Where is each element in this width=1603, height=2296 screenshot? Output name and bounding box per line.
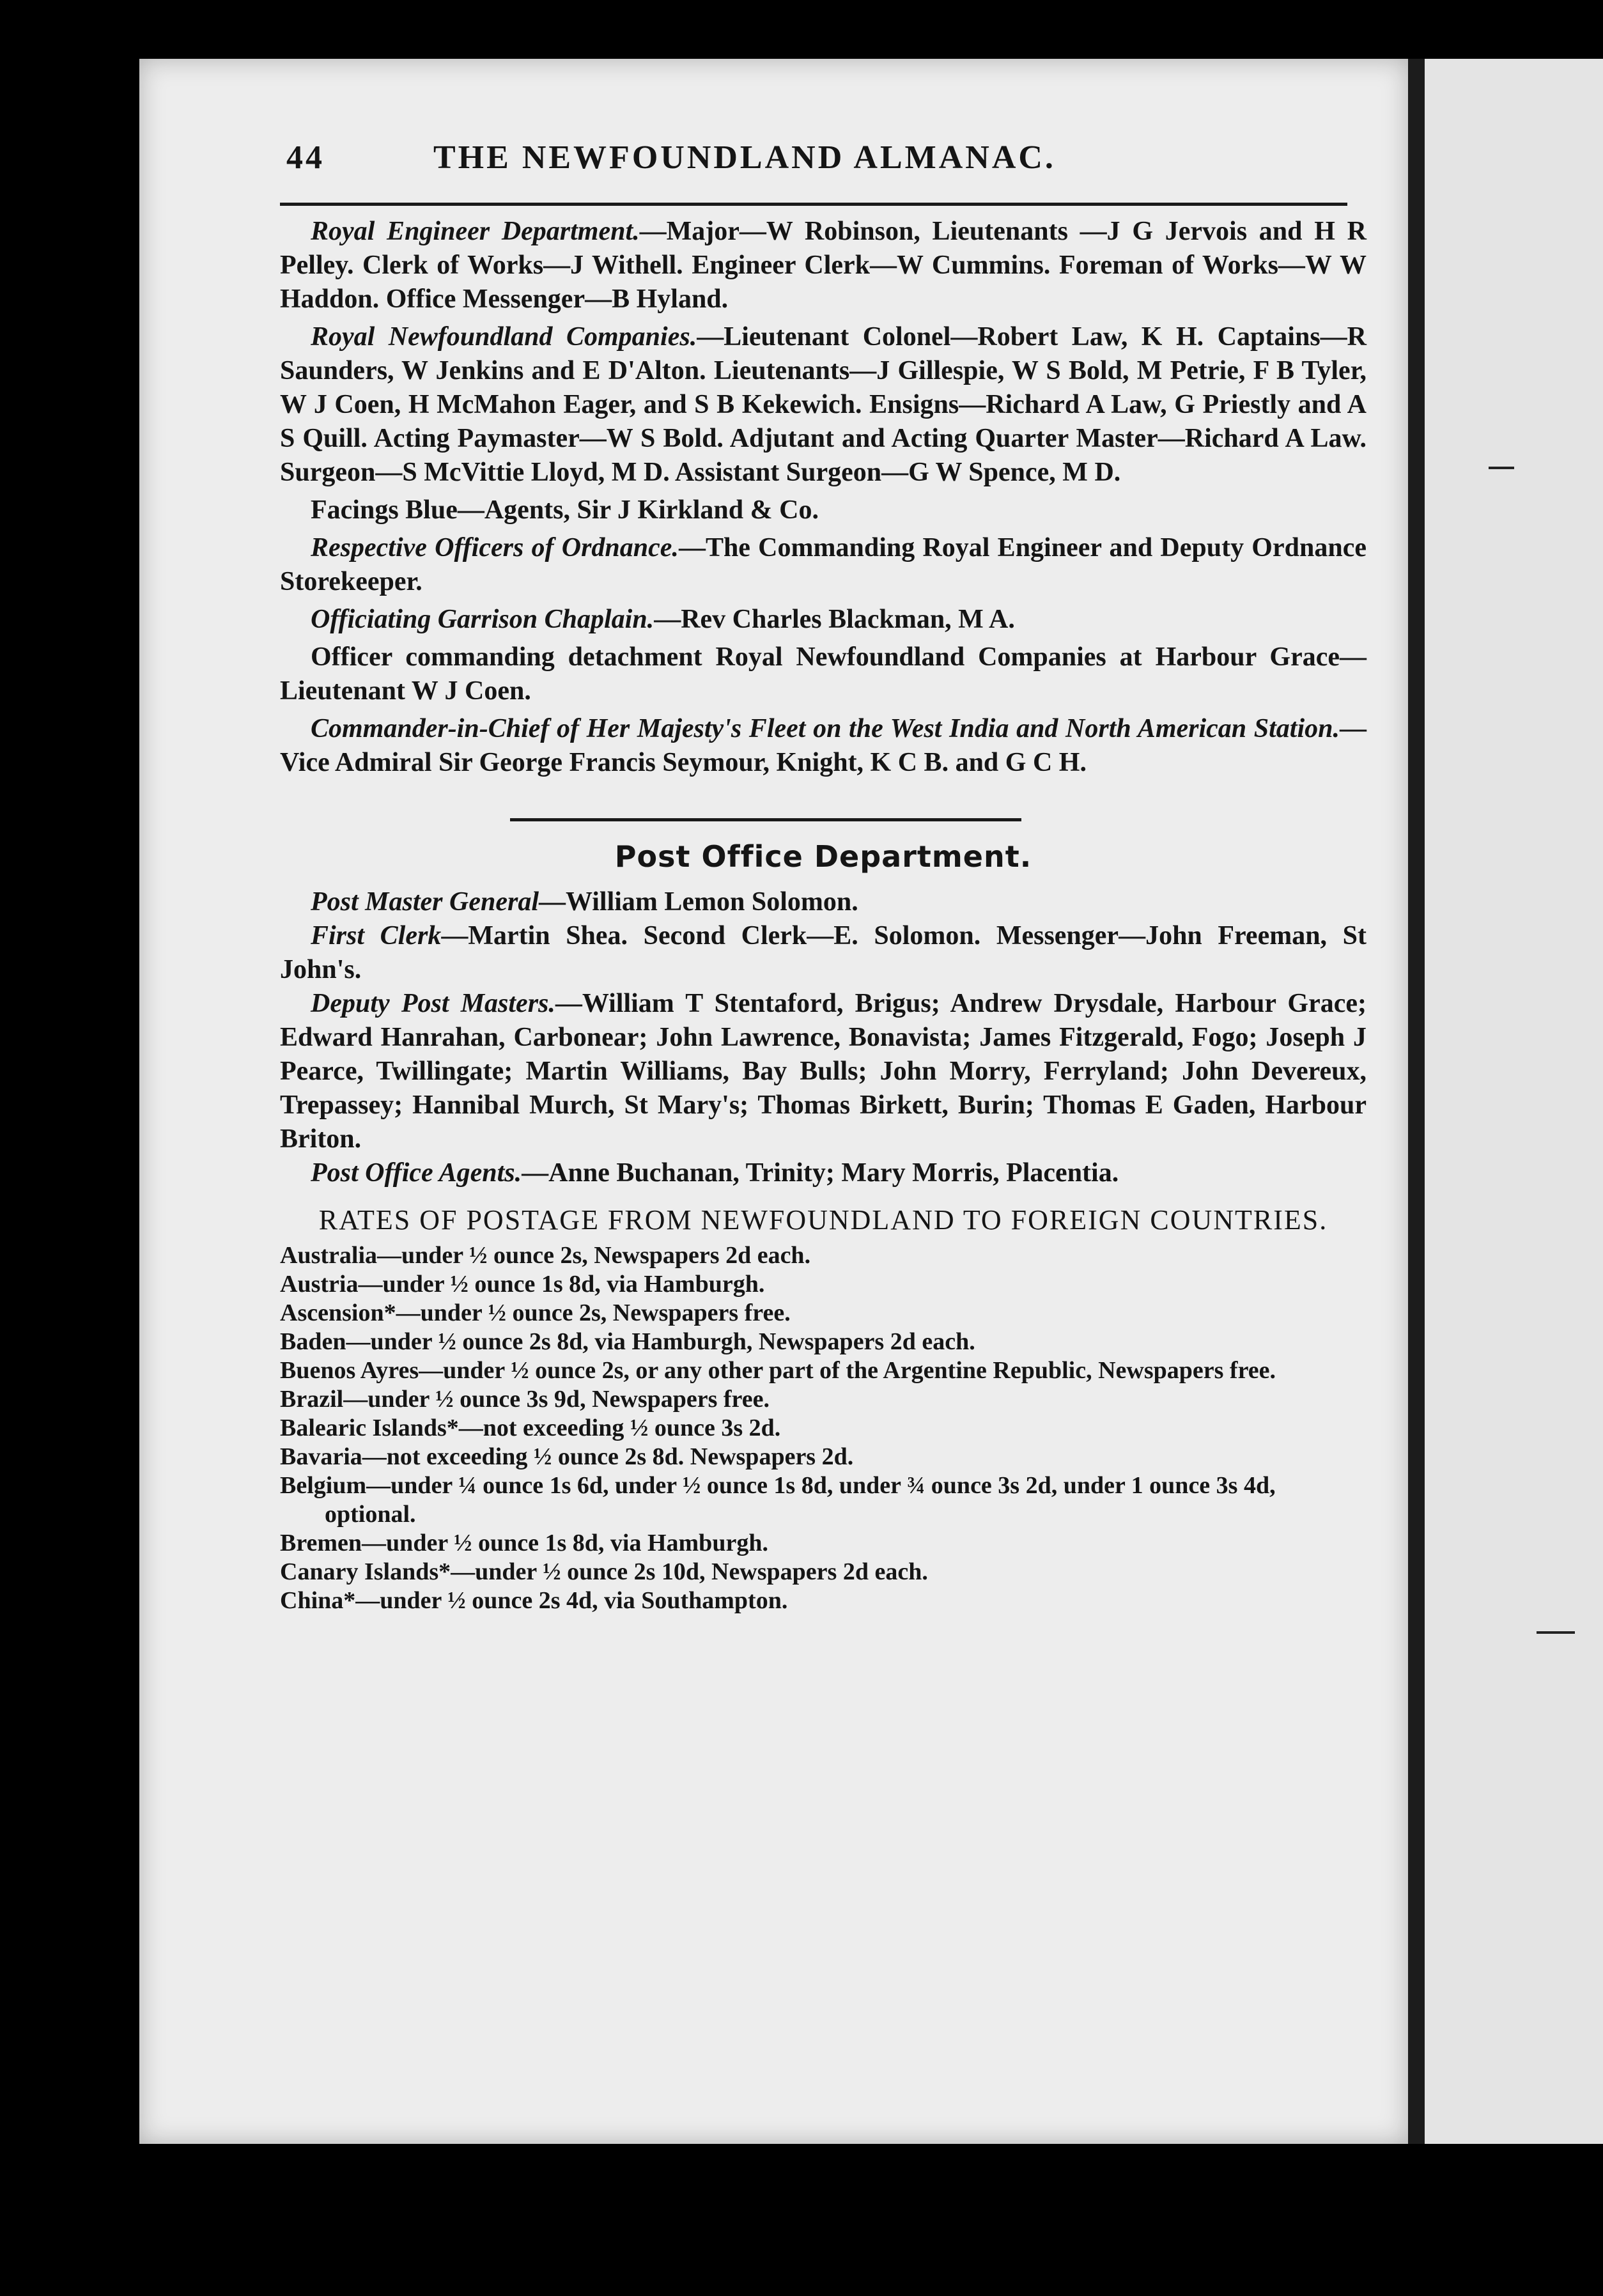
entry-ordnance: Respective Officers of Ordnance.—The Commanding Royal Engineer and Deputy Ordnance Storekeeper. bbox=[280, 533, 1367, 596]
rate-item: Baden—under ½ ounce 2s 8d, via Hamburgh, Newspapers 2d each. bbox=[280, 1328, 975, 1355]
rate-item: Bavaria—not exceeding ½ ounce 2s 8d. Newspapers 2d. bbox=[280, 1443, 854, 1470]
rate-item: Belgium—under ¼ ounce 1s 6d, under ½ ounce 1s 8d, under ¾ ounce 3s 2d, under 1 ounce 3s 4d, optional. bbox=[280, 1472, 1276, 1528]
entry-garrison-chaplain: Officiating Garrison Chaplain.—Rev Charles Blackman, M A. bbox=[311, 605, 1015, 634]
facing-page-edge bbox=[1425, 59, 1603, 2144]
page-gutter bbox=[1408, 59, 1425, 2144]
running-head bbox=[280, 132, 1367, 190]
post-office-entry: Post Master General—William Lemon Solomon. bbox=[311, 887, 858, 917]
post-office-entry: Post Office Agents.—Anne Buchanan, Trinity; Mary Morris, Placentia. bbox=[311, 1158, 1119, 1188]
rate-item: Ascension*—under ½ ounce 2s, Newspapers free. bbox=[280, 1299, 791, 1326]
entry-facings: Facings Blue—Agents, Sir J Kirkland & Co. bbox=[311, 495, 819, 525]
page-content bbox=[280, 132, 1367, 1615]
post-office-entry: Deputy Post Masters.—William T Stentaford, Brigus; Andrew Drysdale, Harbour Grace; Edward Hanrahan, Carbonear; John Lawrence, Bonavista; James Fitzgerald, Fogo; Joseph J Pearce, Twillingate; Martin Williams, Bay Bulls; John Morry, Ferryland; John Devereux, Trepassey; Hannibal Murch, St Mary's; Thomas Birkett, Burin; Thomas E Gaden, Harbour Briton. bbox=[280, 989, 1367, 1154]
post-office-entry: First Clerk—Martin Shea. Second Clerk—E. Solomon. Messenger—John Freeman, St John's. bbox=[280, 921, 1367, 984]
page-mark bbox=[1489, 467, 1514, 469]
rate-item: Buenos Ayres—under ½ ounce 2s, or any other part of the Argentine Republic, Newspapers free. bbox=[280, 1357, 1276, 1384]
rate-item: China*—under ½ ounce 2s 4d, via Southampton. bbox=[280, 1587, 788, 1614]
post-office-heading: Post Office Department. bbox=[614, 839, 1032, 874]
rate-item: Canary Islands*—under ½ ounce 2s 10d, Newspapers 2d each. bbox=[280, 1558, 928, 1585]
rate-item: Bremen—under ½ ounce 1s 8d, via Hamburgh. bbox=[280, 1530, 768, 1556]
entry-harbour-grace-detachment: Officer commanding detachment Royal Newfoundland Companies at Harbour Grace—Lieutenant W J Coen. bbox=[280, 642, 1367, 706]
header-rule bbox=[280, 203, 1347, 206]
entry-royal-newfoundland-companies: Royal Newfoundland Companies.—Lieutenant Colonel—Robert Law, K H. Captains—R Saunders, W Jenkins and E D'Alton. Lieutenants—J Gillespie, W S Bold, M Petrie, F B Tyler, W J Coen, H McMahon Eager, and S B Kekewich. Ensigns—Richard A Law, G Priestly and A S Quill. Acting Paymaster—W S Bold. Adjutant and Acting Quarter Master—Richard A Law. Surgeon—S McVittie Lloyd, M D. Assistant Surgeon—G W Spence, M D. bbox=[280, 322, 1367, 487]
rate-item: Austria—under ½ ounce 1s 8d, via Hamburgh. bbox=[280, 1271, 765, 1298]
page-title: THE NEWFOUNDLAND ALMANAC. bbox=[433, 139, 1056, 176]
rate-item: Brazil—under ½ ounce 3s 9d, Newspapers free. bbox=[280, 1386, 770, 1413]
entry-royal-engineer: Royal Engineer Department.—Major—W Robinson, Lieutenants —J G Jervois and H R Pelley. Clerk of Works—J Withell. Engineer Clerk—W Cummins. Foreman of Works—W W Haddon. Office Messenger—B Hyland. bbox=[280, 217, 1367, 314]
rate-item: Balearic Islands*—not exceeding ½ ounce 3s 2d. bbox=[280, 1415, 781, 1441]
page-mark bbox=[1537, 1631, 1575, 1634]
entry-commander-in-chief: Commander-in-Chief of Her Majesty's Fleet on the West India and North American Station.—Vice Admiral Sir George Francis Seymour, Knight, K C B. and G C H. bbox=[280, 714, 1367, 777]
rates-heading: RATES OF POSTAGE FROM NEWFOUNDLAND TO FOREIGN COUNTRIES. bbox=[318, 1204, 1328, 1236]
almanac-page bbox=[139, 59, 1408, 2144]
page-number: 44 bbox=[286, 139, 325, 176]
section-rule bbox=[510, 818, 1021, 821]
rate-item: Australia—under ½ ounce 2s, Newspapers 2d each. bbox=[280, 1242, 811, 1269]
